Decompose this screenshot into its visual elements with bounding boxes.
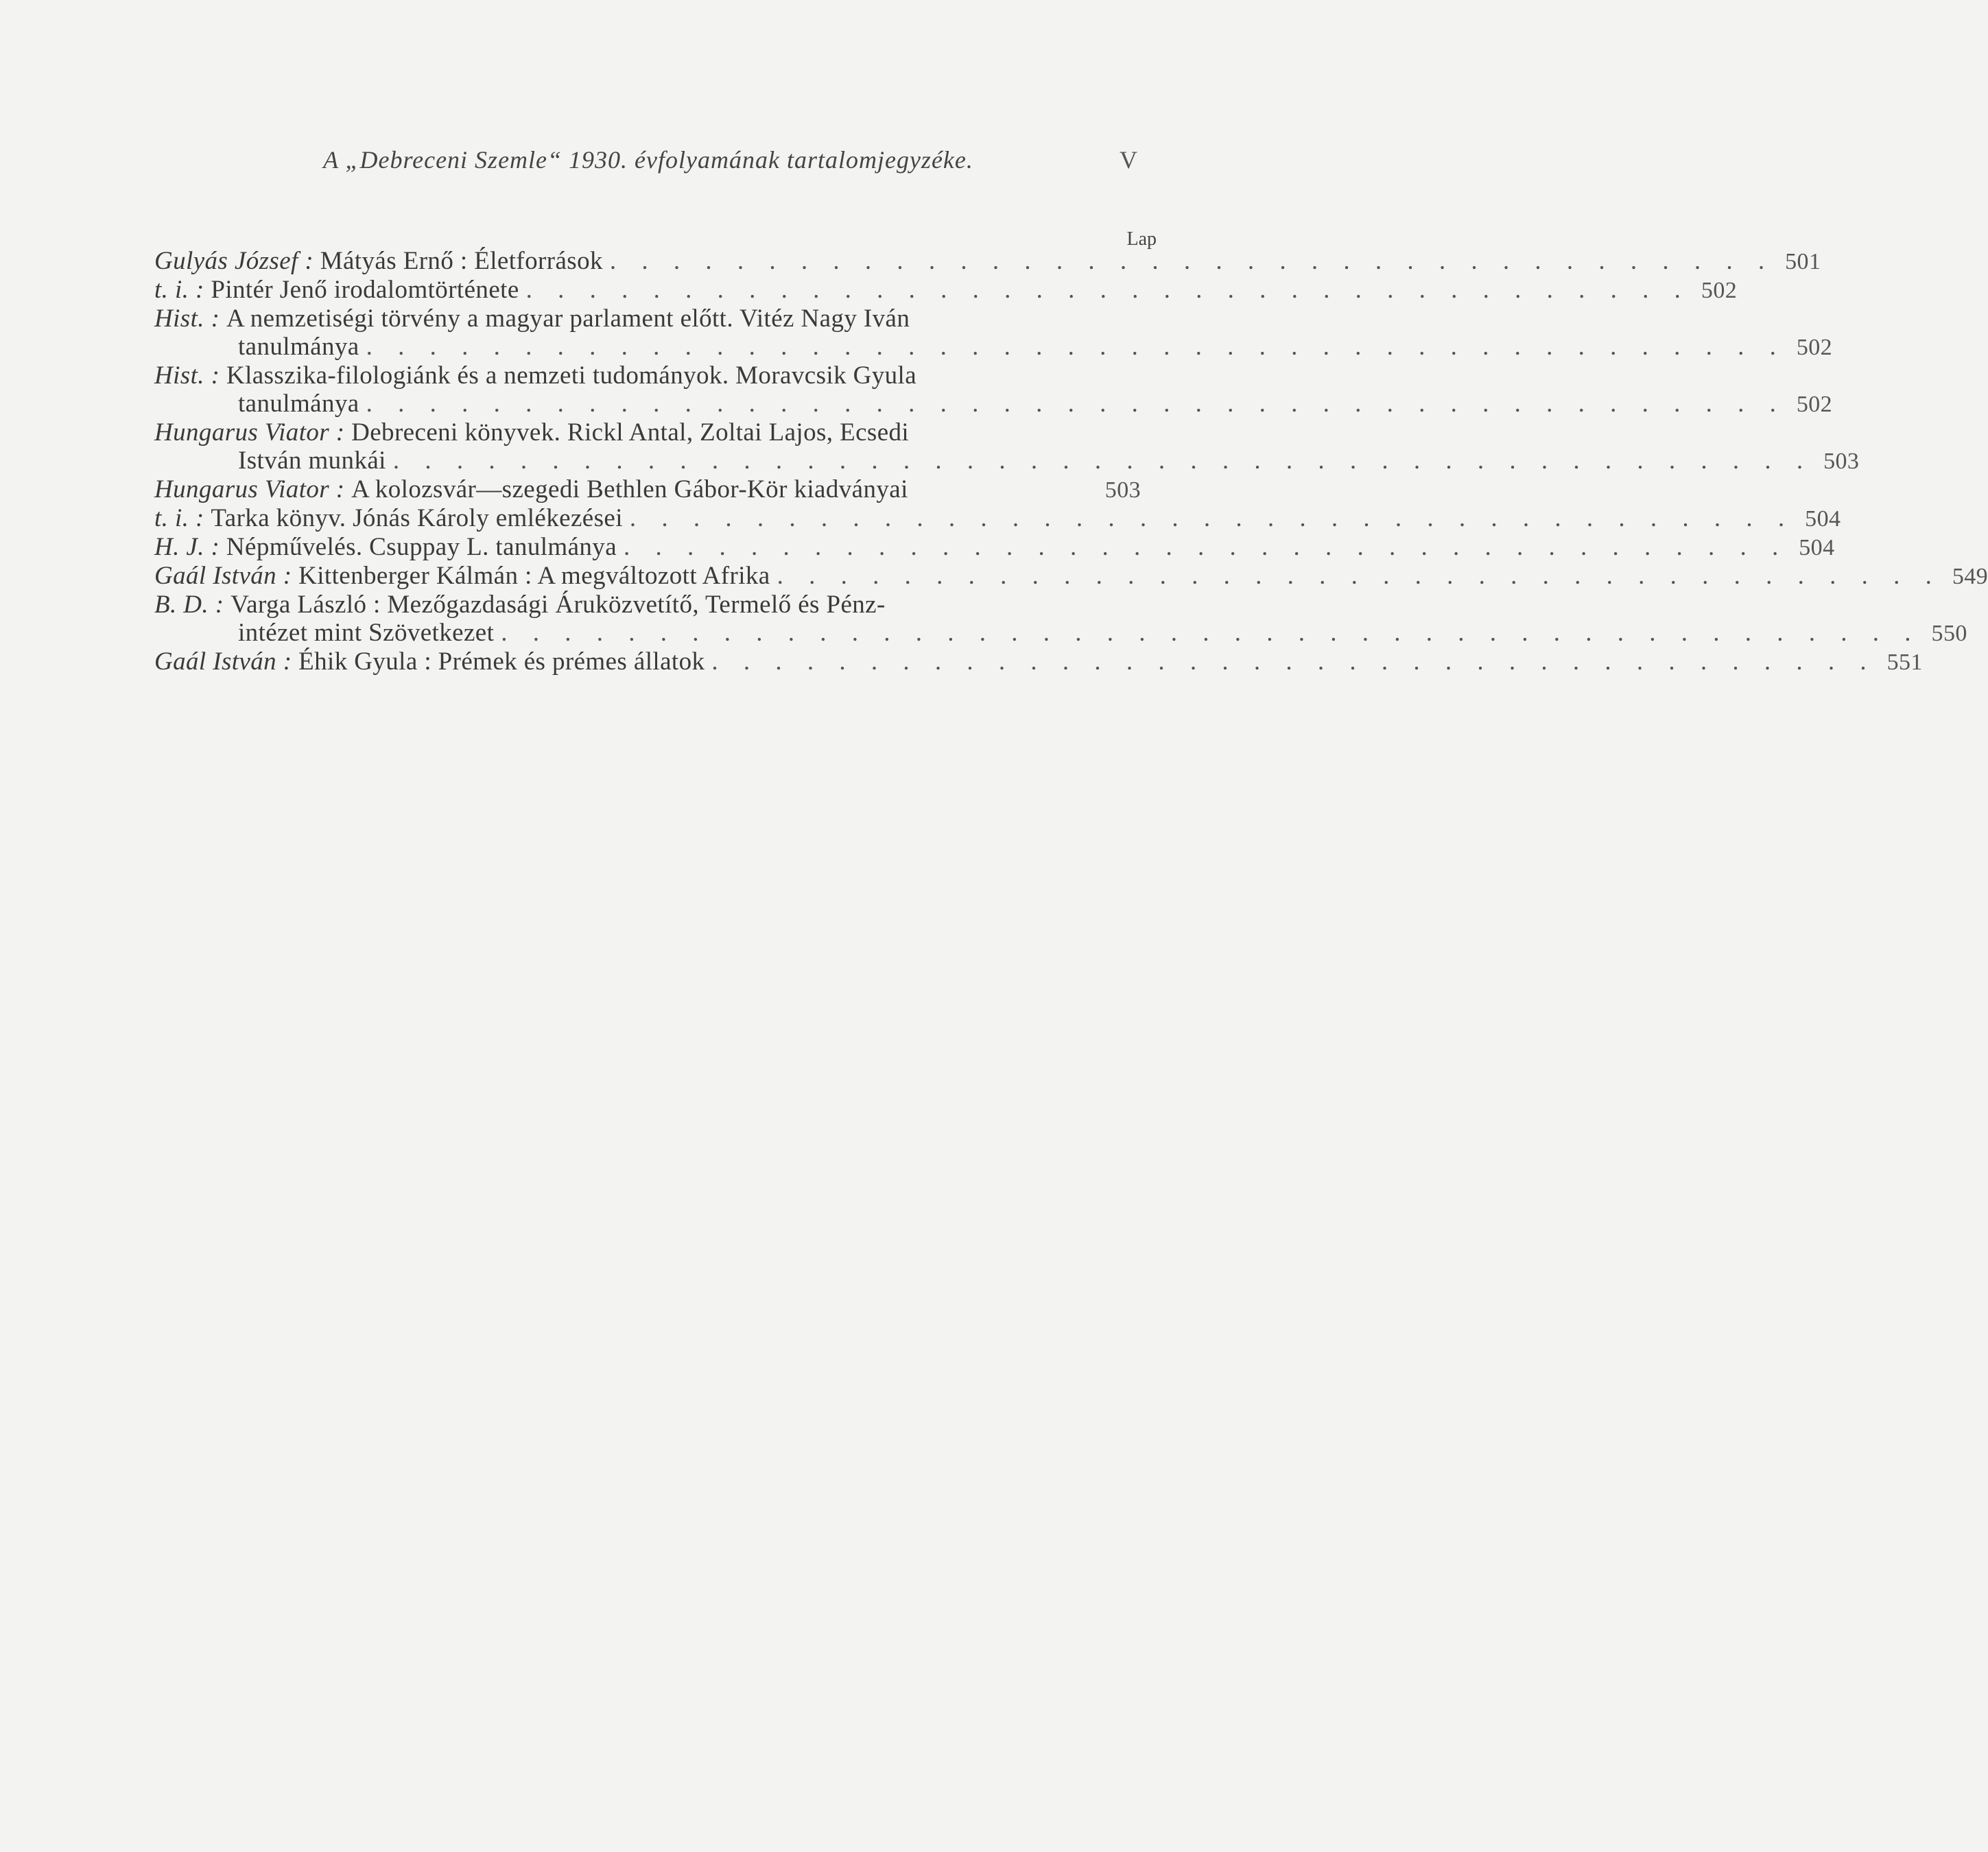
- running-head: A „Debreceni Szemle“ 1930. évfolyamának tartalomjegyzéke.: [323, 146, 973, 174]
- dot-leader: . . . . . . . . . . . . . . . . . . . . . . . . . . . . . . . . . . . . . . . . . . . . .: [392, 447, 1813, 475]
- entry-author: Gulyás József :: [154, 247, 314, 275]
- toc-entry: [154, 305, 1833, 361]
- entry-author: Gaál István :: [154, 562, 292, 590]
- dot-leader: . . . . . . . . . . . . . . . . . . . . . . . . . . . . . . . . . . . . .: [525, 276, 1690, 304]
- entry-title: Varga László : Mezőgazdasági Áruközvetítő, Termelő és Pénz-: [230, 591, 886, 619]
- toc-entry: [154, 562, 1988, 591]
- entry-author: H. J. :: [154, 533, 220, 561]
- dot-leader: . . . . . . . . . . . . . . . . . . . . . . . . . . . . . . . . . . . . . . . . . . . . .: [366, 333, 1786, 361]
- entry-page: 550: [1931, 621, 1967, 646]
- entry-title-continued: tanulmánya: [238, 390, 359, 418]
- toc-entry: [154, 247, 1821, 276]
- entry-title-continued: tanulmánya: [238, 333, 359, 361]
- entry-title: Mátyás Ernő : Életforrások: [320, 247, 603, 275]
- entry-title-continued: intézet mint Szövetkezet: [238, 619, 495, 647]
- entry-page: 502: [1701, 278, 1738, 303]
- toc-entry: [154, 276, 1738, 305]
- entry-title: Debreceni könyvek. Rickl Antal, Zoltai Lajos, Ecsedi: [351, 418, 910, 447]
- entry-page: 502: [1796, 335, 1833, 360]
- entry-page: 503: [1104, 477, 1141, 503]
- entry-author: Hist. :: [154, 305, 220, 333]
- toc-entry: [154, 361, 1833, 418]
- dot-leader: . . . . . . . . . . . . . . . . . . . . . . . . . . . . . . . . . . . . .: [711, 648, 1876, 676]
- toc-entry: [154, 591, 1967, 648]
- entry-author: Hungarus Viator :: [154, 418, 345, 447]
- toc-entry: [154, 475, 1141, 504]
- entry-page: 503: [1823, 449, 1860, 474]
- entry-page: 501: [1785, 249, 1821, 274]
- entry-page: 549: [1952, 564, 1988, 589]
- toc-entry: [154, 648, 1923, 676]
- entry-author: Gaál István :: [154, 648, 292, 676]
- toc-entry: [154, 504, 1841, 533]
- entry-author: B. D. :: [154, 591, 224, 619]
- entry-title: Pintér Jenő irodalomtörténete: [211, 276, 519, 304]
- entry-title-continued: István munkái: [238, 447, 386, 475]
- entry-page: 551: [1886, 650, 1923, 675]
- entry-author: t. i. :: [154, 504, 204, 532]
- dot-leader: . . . . . . . . . . . . . . . . . . . . . . . . . . . . . . . . . . . . .: [609, 247, 1775, 275]
- dot-leader: . . . . . . . . . . . . . . . . . . . . . . . . . . . . . . . . . . . . . . . . . . . . .: [366, 390, 1786, 418]
- entry-author: t. i. :: [154, 276, 204, 304]
- entry-title: Klasszika-filologiánk és a nemzeti tudományok. Moravcsik Gyula: [226, 361, 917, 390]
- toc-entry: [154, 533, 1835, 562]
- entry-page: 504: [1799, 535, 1835, 560]
- entry-author: Hist. :: [154, 361, 220, 390]
- entry-page: 502: [1796, 392, 1833, 417]
- dot-leader: . . . . . . . . . . . . . . . . . . . . . . . . . . . . . . . . . . . . . . . . . . . . .: [501, 619, 1921, 647]
- entry-title: A nemzetiségi törvény a magyar parlament előtt. Vitéz Nagy Iván: [226, 305, 910, 333]
- entry-author: Hungarus Viator :: [154, 475, 345, 503]
- entry-title: Népművelés. Csuppay L. tanulmánya: [226, 533, 617, 561]
- entry-title: A kolozsvár—szegedi Bethlen Gábor-Kör kiadványai: [351, 475, 908, 503]
- table-of-contents: [154, 247, 1988, 676]
- entry-title: Kittenberger Kálmán : A megváltozott Afrika: [298, 562, 770, 590]
- entry-page: 504: [1805, 506, 1841, 532]
- dot-leader: . . . . . . . . . . . . . . . . . . . . . . . . . . . . . . . . . . . . .: [629, 504, 1795, 532]
- dot-leader: . . . . . . . . . . . . . . . . . . . . . . . . . . . . . . . . . . . . .: [777, 562, 1941, 590]
- dot-leader: . . . . . . . . . . . . . . . . . . . . . . . . . . . . . . . . . . . . .: [624, 533, 1788, 561]
- entry-title: Tarka könyv. Jónás Károly emlékezései: [211, 504, 623, 532]
- entry-title: Éhik Gyula : Prémek és prémes állatok: [298, 648, 705, 676]
- page-number: V: [1120, 146, 1137, 174]
- page-column-label: Lap: [1126, 228, 1157, 250]
- toc-entry: [154, 418, 1860, 475]
